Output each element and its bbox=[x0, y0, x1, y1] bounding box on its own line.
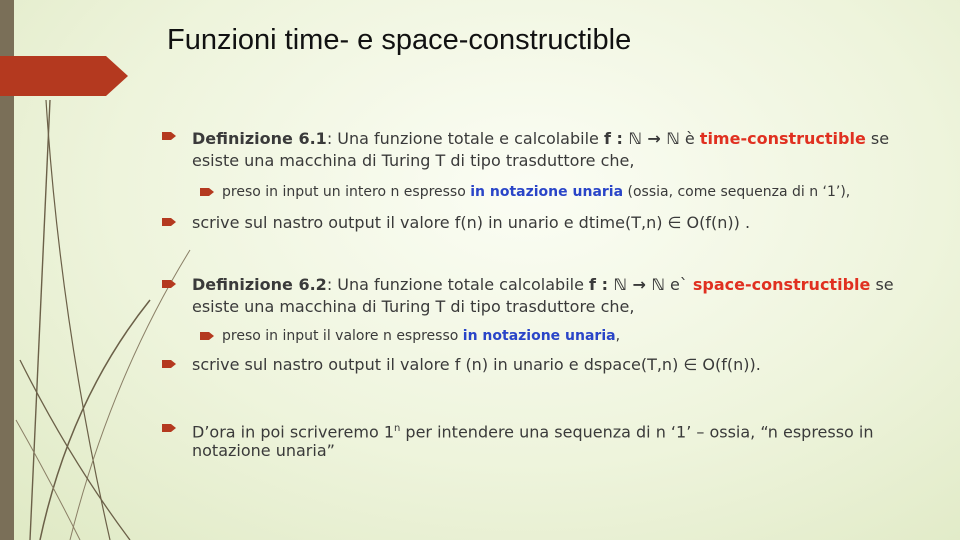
title-accent-arrow bbox=[0, 56, 128, 96]
notation-note-line2: notazione unaria” bbox=[192, 441, 335, 460]
definition-6-2-line2: esiste una macchina di Turing T di tipo trasduttore che, bbox=[192, 297, 635, 316]
bullet-text: scrive sul nastro output il valore f(n) in unario e dtime(T,n) ∈ O(f(n)) . bbox=[192, 213, 751, 232]
bullet-arrow-icon bbox=[162, 218, 176, 226]
definition-6-1-line2: esiste una macchina di Turing T di tipo trasduttore che, bbox=[192, 151, 635, 170]
bullet-arrow-icon bbox=[162, 360, 176, 368]
bullet-arrow-icon bbox=[162, 280, 176, 288]
bullet-text: scrive sul nastro output il valore f (n) in unario e dspace(T,n) ∈ O(f(n)). bbox=[192, 355, 761, 374]
bullet-arrow-icon bbox=[162, 424, 176, 432]
bullet-arrow-icon bbox=[200, 332, 214, 340]
bullet-arrow-icon bbox=[162, 132, 176, 140]
sub-bullet-text: preso in input un intero n espresso in notazione unaria (ossia, come sequenza di n ‘1’), bbox=[222, 184, 851, 200]
notation-note-text: D’ora in poi scriveremo 1$^n$ per intendere una sequenza di n ‘1’ – ossia, “n espresso in bbox=[192, 422, 874, 442]
definition-6-1-text: Definizione 6.1: Una funzione totale e calcolabile f : ℕ → ℕ è time-constructible se bbox=[192, 129, 890, 148]
sub-bullet-text: preso in input il valore n espresso in notazione unaria, bbox=[222, 328, 621, 344]
definition-6-2-text: Definizione 6.2: Una funzione totale calcolabile f : ℕ → ℕ e` space-constructible se bbox=[192, 275, 894, 294]
slide-title: Funzioni time- e space-constructible bbox=[167, 24, 632, 56]
bullet-arrow-icon bbox=[200, 188, 214, 196]
